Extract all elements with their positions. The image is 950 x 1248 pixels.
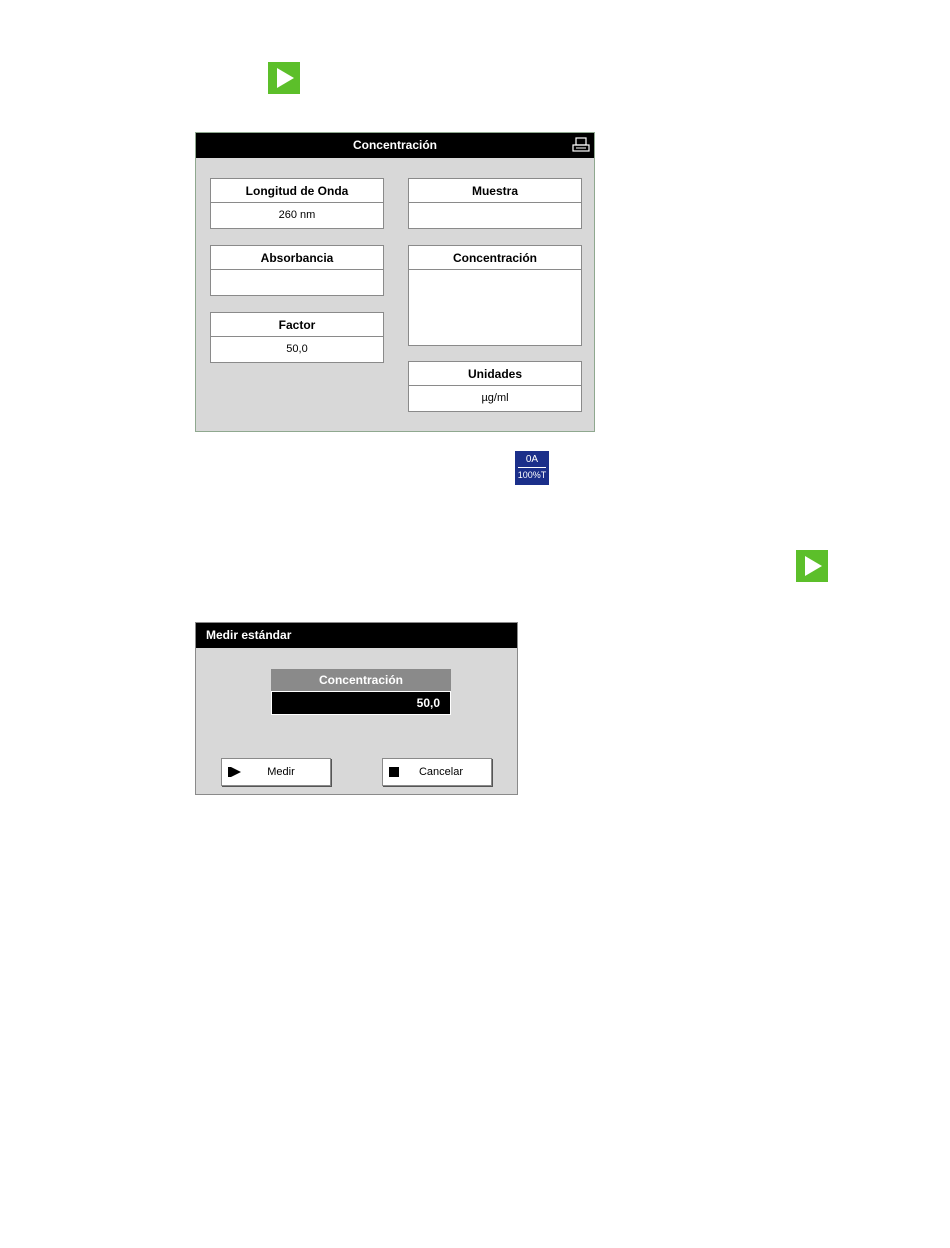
run-icon[interactable] <box>796 550 828 582</box>
absorbance-value <box>211 270 383 295</box>
concentration-panel <box>195 132 595 432</box>
wavelength-label: Longitud de Onda <box>211 179 383 203</box>
units-value: µg/ml <box>481 392 509 404</box>
measure-standard-dialog <box>195 622 518 795</box>
wavelength-field <box>210 178 384 229</box>
sample-field <box>408 178 582 229</box>
absorbance-field <box>210 245 384 296</box>
zero-icon-bottom-text: 100%T <box>517 470 547 480</box>
units-label: Unidades <box>409 362 581 386</box>
printer-icon[interactable] <box>572 137 590 154</box>
measure-button-label: Medir <box>267 766 295 778</box>
panel-header <box>196 133 594 158</box>
zero-calibrate-icon[interactable] <box>515 451 549 485</box>
dialog-title: Medir estándar <box>196 623 517 648</box>
zero-icon-top-text: 0A <box>525 454 539 465</box>
absorbance-label: Absorbancia <box>211 246 383 270</box>
concentration-field <box>408 245 582 346</box>
concentration-entry-label: Concentración <box>271 669 451 691</box>
sample-value <box>409 203 581 228</box>
zero-icon-divider <box>518 467 546 468</box>
factor-value: 50,0 <box>286 343 308 355</box>
concentration-entry <box>271 669 451 717</box>
sample-label: Muestra <box>409 179 581 203</box>
concentration-entry-value[interactable]: 50,0 <box>271 691 451 715</box>
panel-title: Concentración <box>352 138 437 152</box>
factor-field <box>210 312 384 363</box>
cancel-button[interactable] <box>382 758 492 786</box>
cancel-button-label: Cancelar <box>418 766 464 778</box>
run-icon[interactable] <box>268 62 300 94</box>
factor-label: Factor <box>211 313 383 337</box>
wavelength-value: 260 nm <box>278 209 316 221</box>
measure-button[interactable] <box>221 758 331 786</box>
concentration-label: Concentración <box>409 246 581 270</box>
units-field <box>408 361 582 412</box>
concentration-value <box>409 270 581 345</box>
